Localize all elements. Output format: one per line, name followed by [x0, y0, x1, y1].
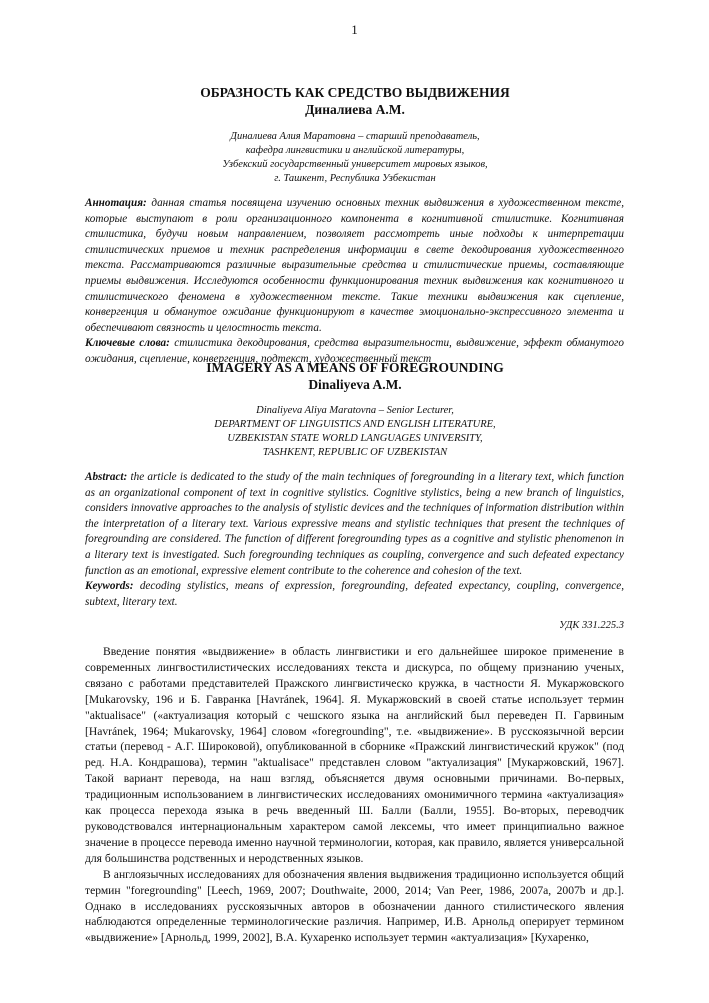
en-affiliation-line: DEPARTMENT OF LINGUISTICS AND ENGLISH LITERATURE,: [214, 419, 496, 430]
page-number: 1: [351, 22, 358, 37]
en-keywords-text: decoding stylistics, means of expression, foregrounding, defeated expectancy, coupling, convergence, subtext, literary text.: [85, 580, 624, 608]
ru-author: Диналиева А.М.: [305, 102, 405, 117]
ru-affiliation-line: Диналиева Алия Маратовна – старший преподаватель,: [230, 131, 480, 142]
ru-affiliation-line: кафедра лингвистики и английской литературы,: [245, 145, 465, 156]
en-abstract-text: the article is dedicated to the study of the main techniques of foregrounding in a literary text, which function as an organizational component of text in cognitive stylistics. Cognitive stylistics, being a new branch of linguistics, considers innovative approaches to the analysis of stylistic devices and the techniques of information distribution within the interpretation of a literary text. Various expressive means and stylistic techniques that present the techniques of foregrounding are considered. The function of different foregrounding types as a cognitive and stylistic phenomenon in a literary text is investigated. Such foregrounding techniques as coupling, convergence and such defeated expectancy function as an emotional, expressive element contribute to the coherence and cohesion of the text.: [85, 471, 624, 577]
en-affiliation-line: UZBEKISTAN STATE WORLD LANGUAGES UNIVERSITY,: [227, 433, 483, 444]
en-abstract-label: Abstract:: [85, 471, 128, 483]
ru-affiliation-line: Узбекский государственный университет мировых языков,: [222, 159, 488, 170]
ru-title-block: [85, 84, 625, 118]
en-affiliation-line: TASHKENT, REPUBLIC OF UZBEKISTAN: [262, 447, 448, 458]
en-keywords: [85, 579, 624, 610]
en-keywords-label: Keywords:: [85, 580, 134, 593]
en-paper-title: IMAGERY AS A MEANS OF FOREGROUNDING: [206, 360, 504, 375]
en-author: Dinaliyeva A.M.: [308, 377, 402, 392]
ru-keywords-text: стилистика декодирования, средства выразительности, выдвижение, эффект обманутого ожидания, сцепление, конвергенция, подтекст, художественный текст: [85, 337, 624, 365]
en-abstract-block: [85, 470, 624, 610]
en-affiliation-line: Dinaliyeva Aliya Maratovna – Senior Lecturer,: [256, 405, 454, 416]
body-paragraph: В англоязычных исследованиях для обозначения явления выдвижения традиционно используется общий термин "foregrounding" [Leech, 1969, 2007; Douthwaite, 2000, 2014; Van Peer, 1986, 2007a, 2007b и др.]. Однако в исследованиях русскоязычных авторов в обозначении данного стилистического явления наблюдаются определенные терминологические различия. Например, И.В. Арнольд оперирует термином «выдвижение» [Арнольд, 1999, 2002], В.А. Кухаренко использует термин «актуализация» [Кухаренко,: [85, 867, 624, 945]
ru-abstract-text: данная статья посвящена изучению основных техник выдвижения в художественном тексте, которые выступают в роли организационного компонента в когнитивной стилистике. Когнитивная стилистика, будучи новым направлением, позволяет рассмотреть иные подходы к интерпретации стилистических приемов и техник распределения информации в свете декодирования художественного текста. Рассматриваются различные выразительные средства и стилистические приемы, составляющие приемы выдвижения. Исследуются особенности функционирования техник выдвижения как когнитивного и стилистического феномена в художественном тексте. Такие техники выдвижения как сцепление, конвергенция и обманутое ожидание функционируют в качестве эмоционально-экспрессивного элемента и обеспечивают связность и целостность текста.: [85, 197, 624, 334]
ru-affiliation-line: г. Ташкент, Республика Узбекистан: [274, 173, 436, 184]
en-abstract: [85, 470, 624, 579]
ru-abstract-label: Аннотация:: [85, 197, 147, 209]
ru-affiliation: [85, 130, 625, 186]
body-paragraph: Введение понятия «выдвижение» в область лингвистики и его дальнейшее широкое применение в современных лингвостилистических исследованиях текста и дискурса, по общему признанию ученых, связано с работами представителей Пражского лингвистическо кружка, в частности Я. Мукаржовского [Mukarovsky, 196 и Б. Гавранка [Havránek, 1964]. Я. Мукаржовский в своей статье использует термин "aktualisace" («актуализация который с чешского языка на английский был переведен П. Гарвиным [Havránek, 1964; Mukarovsky, 1964] словом «foregrounding", т.е. «выдвижение». В русскоязычной версии статьи (перевод - А.Г. Широковой), опубликованной в сборнике «Пражский лингвистический кружок" (под ред. Н.А. Кондрашова), термин "aktualisace" представлен словом "актуализация" [Мукаржовский, 1967]. Такой вариант перевода, на наш взгляд, объясняется двумя основными причинами. Во-первых, традиционным использованием в лингвистических исследованиях омонимичного термина «актуализация» как процесса перехода языка в речь введенный Ш. Балли (Балли, 1955]. Во-вторых, переводчик руководствовался интернациональным характером самой лексемы, что имеет принципиально важное значение в процессе перевода именно научной терминологии, которая, как правило, является универсальной для большинства родственных и неродственных языков.: [85, 645, 624, 865]
ru-abstract: [85, 196, 624, 336]
en-title-block: [85, 359, 625, 393]
ru-paper-title: ОБРАЗНОСТЬ КАК СРЕДСТВО ВЫДВИЖЕНИЯ: [200, 85, 510, 100]
ru-keywords-label: Ключевые слова:: [85, 337, 170, 350]
en-affiliation: [85, 404, 625, 460]
article-body: [85, 644, 624, 946]
ru-abstract-block: [85, 196, 624, 368]
udc-code: УДК 331.225.3: [559, 620, 624, 631]
